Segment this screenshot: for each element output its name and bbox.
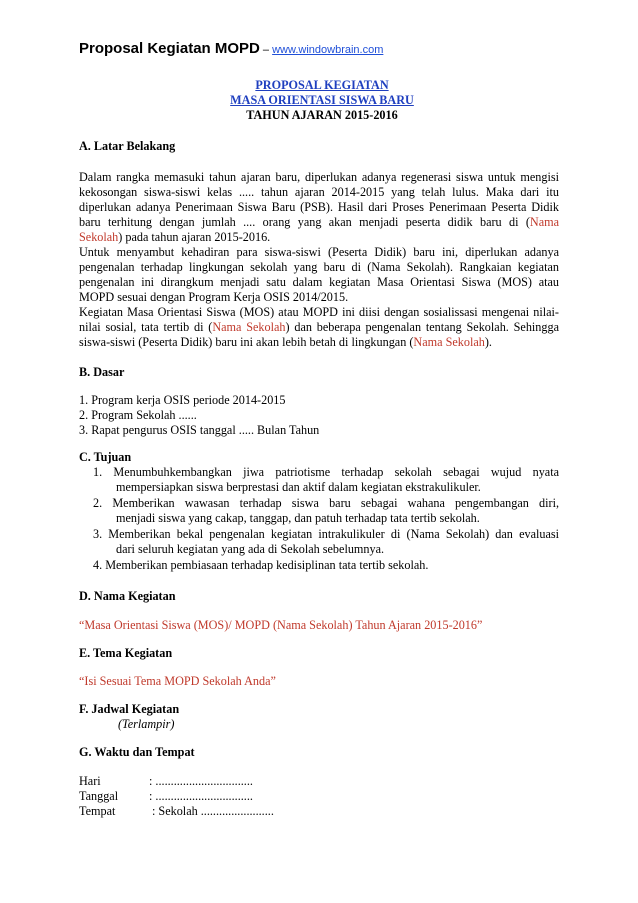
section-a-line: kekosongan siswa-siswi kelas ..... tahun ajaran 2014-2015 yang telah lulus. Maka dari itu (79, 185, 559, 199)
section-a-line: MOPD sesuai dengan Program Kerja OSIS 2014/2015. (79, 290, 349, 304)
header-title: Proposal Kegiatan MOPD (79, 40, 260, 57)
field-label: Hari (79, 774, 101, 788)
doc-title-line-1: PROPOSAL KEGIATAN (255, 78, 389, 92)
section-a-line: Untuk menyambut kehadiran para siswa-siswi (Peserta Didik) baru ini, diperlukan adanya (79, 245, 559, 259)
list-item: 3. Memberikan bekal pengenalan kegiatan intrakulikuler di (Nama Sekolah) dan evaluasi (93, 527, 559, 541)
section-a-line: diperlukan adanya Penerimaan Siswa Baru (PSB). Hasil dari Proses Penerimaan Peserta Didik (79, 200, 559, 214)
text-span: siswa-siswi (Peserta Didik) baru ini akan lebih betah di lingkungan ( (79, 335, 414, 349)
list-item: 2. Memberikan wawasan terhadap siswa baru sebagai wahana pengembangan diri, (93, 496, 559, 510)
section-a-heading: A. Latar Belakang (79, 139, 176, 153)
section-f-heading: F. Jadwal Kegiatan (79, 702, 180, 716)
school-name-placeholder: Nama (529, 215, 559, 229)
section-a-line (79, 230, 559, 245)
page-header (79, 40, 383, 58)
field-value: : ................................ (149, 789, 253, 803)
text-span: ) pada tahun ajaran 2015-2016. (118, 230, 271, 244)
field-label: Tempat (79, 804, 116, 818)
list-item: 3. Rapat pengurus OSIS tanggal ..... Bulan Tahun (79, 423, 320, 437)
list-item-continuation: dari seluruh kegiatan yang ada di Sekolah sebelumnya. (116, 542, 385, 556)
section-a-line (79, 215, 559, 230)
section-e-heading: E. Tema Kegiatan (79, 646, 173, 660)
section-a-line: pengenalan ini dirangkum menjadi satu dalam kegiatan Masa Orientasi Siswa (MOS) atau (79, 275, 559, 289)
section-d-heading: D. Nama Kegiatan (79, 589, 176, 603)
field-label: Tanggal (79, 789, 119, 803)
list-item: 1. Program kerja OSIS periode 2014-2015 (79, 393, 286, 407)
section-a-line: Kegiatan Masa Orientasi Siswa (MOS) atau MOPD ini diisi dengan sosialissasi mengenai nilai- (79, 305, 559, 319)
list-item: 1. Menumbuhkembangkan jiwa patriotisme terhadap sekolah sebagai wujud nyata (93, 465, 559, 479)
section-b-heading: B. Dasar (79, 365, 125, 379)
field-value: : ................................ (149, 774, 253, 788)
section-a-line (79, 320, 559, 335)
text-span: baru terhitung dengan jumlah .... orang yang akan menjadi peserta didik baru di ( (79, 215, 530, 229)
school-name-placeholder: Nama Sekolah (413, 335, 485, 349)
school-name-placeholder: Sekolah (79, 230, 119, 244)
header-dash: – (259, 44, 273, 56)
list-item: 4. Memberikan pembiasaan terhadap kedisiplinan tata tertib sekolah. (93, 558, 429, 572)
doc-title-line-3: TAHUN AJARAN 2015-2016 (246, 108, 398, 122)
section-a-line (79, 335, 559, 350)
header-link[interactable]: www.windowbrain.com (272, 44, 384, 56)
school-name-placeholder: Nama Sekolah (212, 320, 286, 334)
doc-title-line-2: MASA ORIENTASI SISWA BARU (230, 93, 414, 107)
schedule-note: (Terlampir) (118, 717, 175, 731)
section-g-heading: G. Waktu dan Tempat (79, 745, 195, 759)
section-a-line: Dalam rangka memasuki tahun ajaran baru, diperlukan adanya regenerasi siswa untuk mengisi (79, 170, 559, 184)
list-item-continuation: menjadi siswa yang cakap, tanggap, dan patuh terhadap tata tertib sekolah. (116, 511, 480, 525)
text-span: nilai sosial, tata tertib di ( (79, 320, 213, 334)
text-span: ) dan beberapa pengenalan tentang Sekolah. Sehingga (285, 320, 559, 334)
activity-name: “Masa Orientasi Siswa (MOS)/ MOPD (Nama Sekolah) Tahun Ajaran 2015-2016” (79, 618, 483, 632)
list-item: 2. Program Sekolah ...... (79, 408, 197, 422)
list-item-continuation: mempersiapkan siswa berprestasi dan aktif dalam kegiatan ekstrakulikuler. (116, 480, 481, 494)
section-c-heading: C. Tujuan (79, 450, 132, 464)
text-span: ). (484, 335, 492, 349)
activity-theme: “Isi Sesuai Tema MOPD Sekolah Anda” (79, 674, 276, 688)
section-a-line: pengenalan terhadap lingkungan sekolah yang baru di (Nama Sekolah). Rangkaian kegiatan (79, 260, 559, 274)
field-value: : Sekolah ........................ (152, 804, 274, 818)
